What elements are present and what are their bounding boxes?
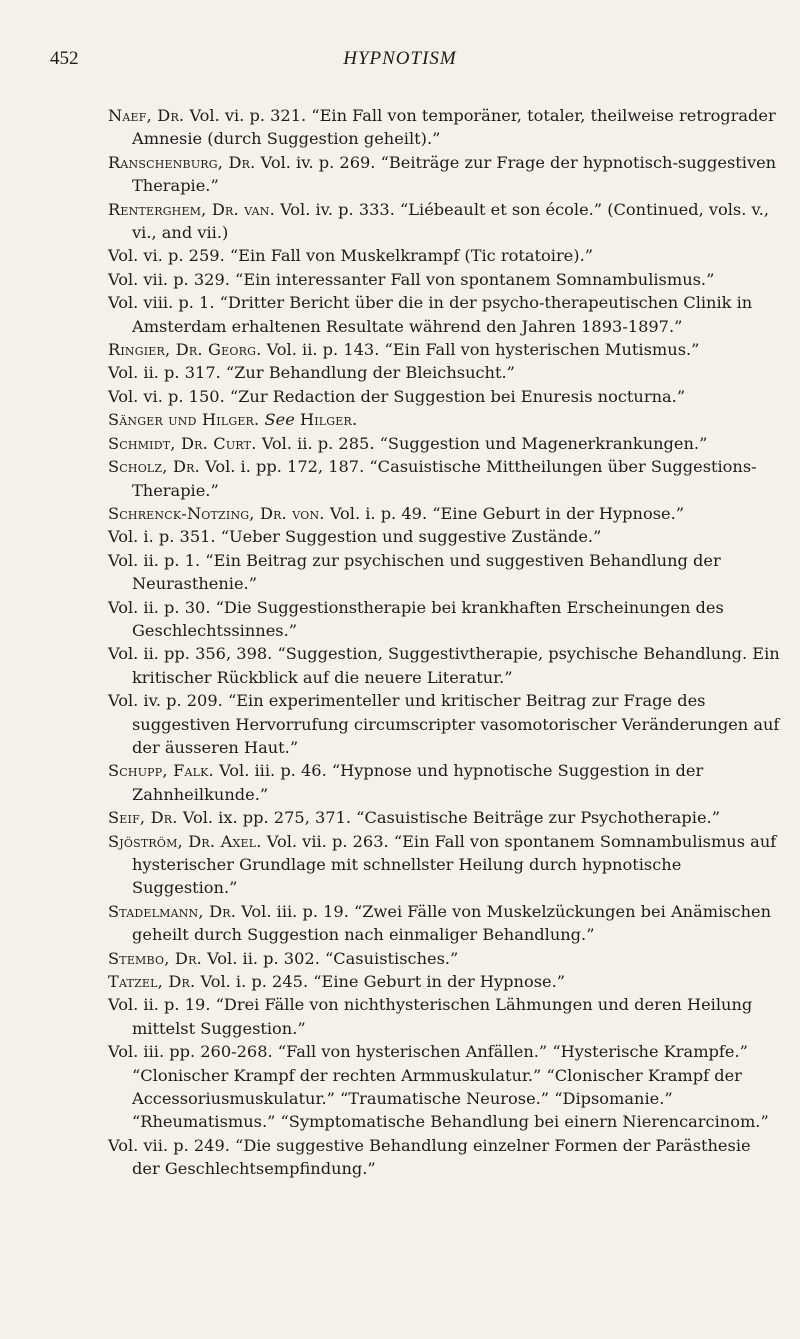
citation-line: Vol. vi. p. 150. “Zur Redaction der Suggestion bei Enuresis nocturna.” <box>108 386 686 406</box>
bibliography-entry <box>108 432 780 455</box>
page-number: 452 <box>50 48 79 69</box>
running-title: HYPNOTISM <box>343 48 457 69</box>
citation-line: Vol. vii. p. 249. “Die suggestive Behandlung einzelner Formen der Parästhesie der Geschlechtsempfindung.” <box>108 1135 751 1179</box>
bibliography-entry <box>108 900 780 947</box>
author-name: Sjöström, Dr. Axel. <box>108 831 262 851</box>
citation-text: Vol. iv. p. 269. “Beiträge zur Frage der hypnotisch-suggestiven Therapie.” <box>132 152 777 196</box>
bibliography-entry <box>108 502 780 759</box>
citation-text: Vol. i. p. 245. “Eine Geburt in der Hypnose.” <box>200 972 566 992</box>
entry-line <box>108 970 780 993</box>
author-name: Renterghem, Dr. van. <box>108 199 275 219</box>
bibliography-entry <box>108 759 780 806</box>
author-name: Sänger und Hilger. <box>108 410 260 430</box>
entry-line <box>108 338 780 361</box>
citation-text: Vol. ii. p. 302. “Casuistisches.” <box>207 948 459 968</box>
author-name: Naef, Dr. <box>108 106 185 125</box>
bibliography-entry <box>108 970 780 1181</box>
bibliography-entry <box>108 408 780 431</box>
bibliography-entry <box>108 104 780 151</box>
citation-text: Vol. iii. p. 19. “Zwei Fälle von Muskelzückungen bei Anämischen geheilt durch Suggestion nach einmaliger Behandlung.” <box>132 901 772 945</box>
entry-line <box>108 104 780 151</box>
citation-text: Vol. i. pp. 172, 187. “Casuistische Mittheilungen über Suggestions-Therapie.” <box>132 457 757 500</box>
author-name: Scholz, Dr. <box>108 457 200 477</box>
author-name: Seif, Dr. <box>108 808 178 828</box>
bibliography-entry <box>108 455 780 502</box>
entry-line <box>108 432 780 455</box>
citation-line: Vol. vii. p. 329. “Ein interessanter Fall von spontanem Somnambulismus.” <box>108 269 715 289</box>
citation-line: Vol. ii. p. 19. “Drei Fälle von nichthysterischen Lähmungen und deren Heilung mittelst Suggestion.” <box>108 995 753 1038</box>
author-name: Stembo, Dr. <box>108 948 202 968</box>
bibliography-entry <box>108 830 780 900</box>
entry-line <box>108 408 780 431</box>
author-name: Schupp, Falk. <box>108 761 214 781</box>
citation-line: Vol. i. p. 351. “Ueber Suggestion und suggestive Zustände.” <box>108 527 602 547</box>
citation-text: Vol. ix. pp. 275, 371. “Casuistische Beiträge zur Psychotherapie.” <box>182 808 720 828</box>
citation-line: Vol. ii. p. 317. “Zur Behandlung der Bleichsucht.” <box>108 363 515 383</box>
entry-line <box>108 806 780 829</box>
bibliography-entry <box>108 806 780 829</box>
entry-line <box>108 502 780 525</box>
author-name: Ringier, Dr. Georg. <box>108 340 262 360</box>
citation-text: Vol. ii. p. 285. “Suggestion und Magenerkrankungen.” <box>261 433 708 453</box>
citation-text: Vol. ii. p. 143. “Ein Fall von hysterischen Mutismus.” <box>266 340 700 360</box>
entry-line <box>108 455 780 502</box>
citation-text: Vol. iii. p. 46. “Hypnose und hypnotische Suggestion in der Zahnheilkunde.” <box>132 761 704 804</box>
see-target: Hilger. <box>299 410 358 430</box>
author-name: Stadelmann, Dr. <box>108 901 237 921</box>
citation-line: Vol. ii. p. 30. “Die Suggestionstherapie bei krankhaften Erscheinungen des Geschlechtssinnes.” <box>108 597 724 640</box>
citation-line: Vol. iii. pp. 260-268. “Fall von hysterischen Anfällen.” “Hysterische Krampfe.” “Clonischer Krampf der rechten Armmuskulatur.” “Clonischer Krampf der Accessoriusmuskulatur.” “Traumatische Neurose.” “Dipsomanie.” “Rheumatismus.” “Symptomatische Behandlung bei einern Nierencarcinom.” <box>108 1042 769 1132</box>
citation-text: Vol. vi. p. 321. “Ein Fall von temporäner, totaler, theilweise retrograder Amnesie (durch Suggestion geheilt).” <box>132 106 776 149</box>
entry-line <box>108 198 780 245</box>
author-name: Schmidt, Dr. Curt. <box>108 433 257 453</box>
running-head <box>50 38 750 68</box>
citation-text: Vol. vii. p. 263. “Ein Fall von spontanem Somnambulismus auf hysterischer Grundlage mit schnellster Heilung durch hypnotische Suggestion.” <box>132 831 777 898</box>
citation-line: Vol. ii. p. 1. “Ein Beitrag zur psychischen und suggestiven Behandlung der Neurasthenie.” <box>108 550 721 594</box>
citation-line: Vol. viii. p. 1. “Dritter Bericht über die in der psycho-therapeutischen Clinik in Amsterdam erhaltenen Resultate während den Jahren 1893-1897.” <box>108 293 753 336</box>
citation-line: Vol. iv. p. 209. “Ein experimenteller und kritischer Beitrag zur Frage des suggestiven Hervorrufung circumscripter vasomotorischer Veränderungen auf der äusseren Haut.” <box>108 691 780 757</box>
bibliography-entry <box>108 151 780 198</box>
author-name: Tatzel, Dr. <box>108 972 196 992</box>
bibliography-entry <box>108 338 780 408</box>
author-name: Schrenck-Notzing, Dr. von. <box>108 503 325 523</box>
entry-line <box>108 759 780 806</box>
entry-line <box>108 151 780 198</box>
bibliography-list <box>108 104 780 1181</box>
entry-line <box>108 830 780 900</box>
citation-text: Vol. i. p. 49. “Eine Geburt in der Hypnose.” <box>329 503 685 523</box>
bibliography-entry <box>108 198 780 338</box>
entry-line <box>108 947 780 970</box>
citation-line: Vol. ii. pp. 356, 398. “Suggestion, Suggestivtherapie, psychische Behandlung. Ein kritischer Rückblick auf die neuere Literatur.” <box>108 644 780 687</box>
citation-text: Vol. iv. p. 333. “Liébeault et son école.” (Continued, vols. v., vi., and vii.) <box>132 199 770 243</box>
bibliography-entry <box>108 947 780 970</box>
citation-line: Vol. vi. p. 259. “Ein Fall von Muskelkrampf (Tic rotatoire).” <box>108 246 593 266</box>
entry-line <box>108 900 780 947</box>
author-name: Ranschenburg, Dr. <box>108 152 256 172</box>
see-reference: See <box>264 410 295 430</box>
